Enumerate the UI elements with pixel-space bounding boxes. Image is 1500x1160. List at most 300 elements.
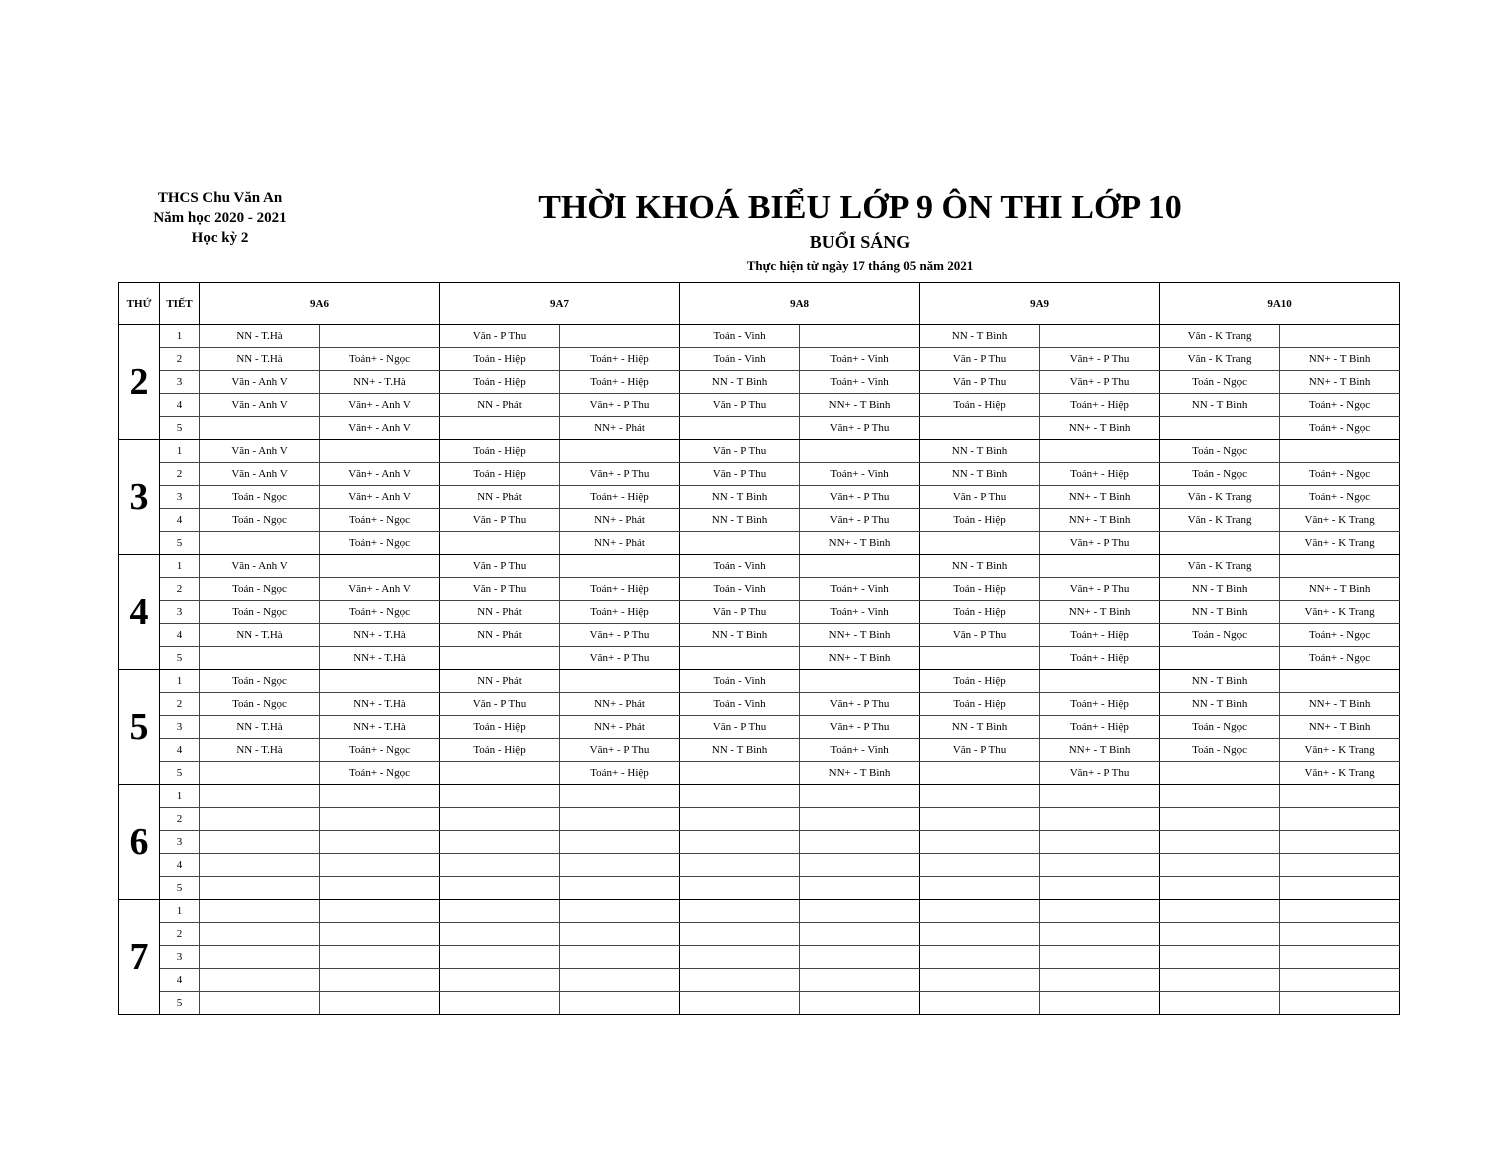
lesson-cell: Toán - Hiệp xyxy=(440,463,560,486)
lesson-cell: NN - T Bình xyxy=(920,463,1040,486)
lesson-cell xyxy=(1040,900,1160,923)
page-subtitle: BUỔI SÁNG xyxy=(809,232,911,252)
lesson-cell: Toán+ - Ngọc xyxy=(320,348,440,371)
lesson-cell: Toán+ - Hiệp xyxy=(1040,624,1160,647)
lesson-cell xyxy=(560,923,680,946)
day-label: 3 xyxy=(119,440,160,555)
lesson-cell: NN+ - Phát xyxy=(560,509,680,532)
lesson-cell xyxy=(440,900,560,923)
lesson-cell xyxy=(680,854,800,877)
lesson-cell xyxy=(680,647,800,670)
lesson-cell xyxy=(1040,325,1160,348)
lesson-cell xyxy=(1280,946,1400,969)
lesson-cell: Toán - Ngọc xyxy=(1160,624,1280,647)
day-label: 2 xyxy=(119,325,160,440)
table-row xyxy=(119,463,1400,486)
lesson-cell xyxy=(800,555,920,578)
lesson-cell: NN+ - T Bình xyxy=(800,394,920,417)
header-thu: THỨ xyxy=(119,283,160,325)
lesson-cell: NN+ - T Bình xyxy=(1040,509,1160,532)
lesson-cell: Văn - Anh V xyxy=(200,555,320,578)
period-number: 5 xyxy=(160,417,200,440)
lesson-cell: Toán - Ngọc xyxy=(200,578,320,601)
lesson-cell xyxy=(320,670,440,693)
table-row xyxy=(119,578,1400,601)
lesson-cell: Toán+ - Ngọc xyxy=(1280,417,1400,440)
lesson-cell xyxy=(800,785,920,808)
lesson-cell: Toán+ - Vinh xyxy=(800,739,920,762)
lesson-cell xyxy=(1280,808,1400,831)
lesson-cell: Toán - Ngọc xyxy=(1160,739,1280,762)
period-number: 4 xyxy=(160,854,200,877)
lesson-cell xyxy=(1280,923,1400,946)
lesson-cell: NN - Phát xyxy=(440,624,560,647)
lesson-cell: Văn+ - P Thu xyxy=(1040,762,1160,785)
lesson-cell xyxy=(1040,854,1160,877)
lesson-cell xyxy=(1160,762,1280,785)
lesson-cell xyxy=(320,808,440,831)
period-number: 2 xyxy=(160,693,200,716)
table-row xyxy=(119,716,1400,739)
lesson-cell: NN+ - Phát xyxy=(560,693,680,716)
lesson-cell xyxy=(1280,992,1400,1015)
table-row xyxy=(119,739,1400,762)
lesson-cell xyxy=(1280,325,1400,348)
lesson-cell: Toán - Ngọc xyxy=(200,670,320,693)
lesson-cell: Toán - Ngọc xyxy=(200,601,320,624)
lesson-cell xyxy=(1280,440,1400,463)
lesson-cell xyxy=(320,854,440,877)
table-row xyxy=(119,992,1400,1015)
lesson-cell xyxy=(1280,969,1400,992)
period-number: 2 xyxy=(160,808,200,831)
lesson-cell: NN - T Bình xyxy=(1160,394,1280,417)
period-number: 4 xyxy=(160,624,200,647)
lesson-cell: Văn - P Thu xyxy=(440,325,560,348)
lesson-cell: NN+ - T Bình xyxy=(1040,739,1160,762)
lesson-cell: Văn+ - K Trang xyxy=(1280,739,1400,762)
lesson-cell xyxy=(560,969,680,992)
period-number: 2 xyxy=(160,463,200,486)
lesson-cell xyxy=(320,992,440,1015)
lesson-cell xyxy=(1160,854,1280,877)
lesson-cell xyxy=(1040,831,1160,854)
lesson-cell xyxy=(920,946,1040,969)
lesson-cell: Văn - P Thu xyxy=(440,509,560,532)
lesson-cell xyxy=(440,532,560,555)
lesson-cell xyxy=(560,808,680,831)
lesson-cell: Toán+ - Ngọc xyxy=(320,532,440,555)
table-row xyxy=(119,486,1400,509)
lesson-cell xyxy=(440,647,560,670)
lesson-cell: Toán+ - Hiệp xyxy=(560,348,680,371)
lesson-cell xyxy=(920,532,1040,555)
table-row xyxy=(119,371,1400,394)
period-number: 3 xyxy=(160,371,200,394)
lesson-cell xyxy=(800,946,920,969)
lesson-cell xyxy=(200,808,320,831)
lesson-cell xyxy=(440,946,560,969)
lesson-cell: NN - T Bình xyxy=(1160,578,1280,601)
lesson-cell xyxy=(560,670,680,693)
day-label: 7 xyxy=(119,900,160,1015)
header-class-9a8: 9A8 xyxy=(680,283,920,325)
lesson-cell: NN+ - T.Hà xyxy=(320,624,440,647)
lesson-cell xyxy=(1160,831,1280,854)
lesson-cell xyxy=(1160,969,1280,992)
lesson-cell xyxy=(320,555,440,578)
lesson-cell xyxy=(680,992,800,1015)
lesson-cell: Toán - Vinh xyxy=(680,578,800,601)
lesson-cell: Toán - Hiệp xyxy=(440,371,560,394)
period-number: 1 xyxy=(160,785,200,808)
table-row xyxy=(119,532,1400,555)
lesson-cell: NN - T Bình xyxy=(1160,670,1280,693)
lesson-cell: Văn - P Thu xyxy=(680,716,800,739)
lesson-cell: Văn - Anh V xyxy=(200,394,320,417)
lesson-cell: Toán - Hiệp xyxy=(920,601,1040,624)
lesson-cell xyxy=(1160,532,1280,555)
lesson-cell xyxy=(680,762,800,785)
lesson-cell: NN - T Bình xyxy=(920,440,1040,463)
lesson-cell xyxy=(440,923,560,946)
lesson-cell xyxy=(1040,923,1160,946)
lesson-cell xyxy=(800,808,920,831)
lesson-cell xyxy=(200,992,320,1015)
lesson-cell xyxy=(680,900,800,923)
table-row xyxy=(119,417,1400,440)
period-number: 5 xyxy=(160,877,200,900)
period-number: 4 xyxy=(160,394,200,417)
lesson-cell: NN+ - T Bình xyxy=(1280,578,1400,601)
lesson-cell: Toán - Hiệp xyxy=(920,394,1040,417)
lesson-cell: Văn - K Trang xyxy=(1160,486,1280,509)
lesson-cell xyxy=(1160,900,1280,923)
table-row xyxy=(119,923,1400,946)
lesson-cell xyxy=(1280,831,1400,854)
lesson-cell xyxy=(320,900,440,923)
lesson-cell xyxy=(200,831,320,854)
table-row xyxy=(119,854,1400,877)
lesson-cell xyxy=(680,923,800,946)
lesson-cell xyxy=(560,854,680,877)
lesson-cell: Văn+ - K Trang xyxy=(1280,509,1400,532)
lesson-cell: Toán+ - Vinh xyxy=(800,463,920,486)
lesson-cell: NN+ - T Bình xyxy=(1280,371,1400,394)
lesson-cell: Toán+ - Ngọc xyxy=(1280,463,1400,486)
lesson-cell: Toán+ - Ngọc xyxy=(1280,486,1400,509)
lesson-cell: Toán+ - Hiệp xyxy=(560,371,680,394)
lesson-cell xyxy=(800,831,920,854)
lesson-cell xyxy=(440,417,560,440)
period-number: 4 xyxy=(160,509,200,532)
table-row xyxy=(119,647,1400,670)
lesson-cell: Văn+ - Anh V xyxy=(320,463,440,486)
lesson-cell xyxy=(1280,785,1400,808)
lesson-cell: Văn - P Thu xyxy=(680,463,800,486)
period-number: 2 xyxy=(160,578,200,601)
lesson-cell xyxy=(1040,440,1160,463)
lesson-cell: NN+ - T Bình xyxy=(1280,693,1400,716)
lesson-cell xyxy=(440,808,560,831)
period-number: 2 xyxy=(160,348,200,371)
lesson-cell: NN - T.Hà xyxy=(200,325,320,348)
table-row xyxy=(119,877,1400,900)
lesson-cell: NN+ - T.Hà xyxy=(320,716,440,739)
period-number: 1 xyxy=(160,555,200,578)
lesson-cell xyxy=(200,417,320,440)
header-class-9a7: 9A7 xyxy=(440,283,680,325)
period-number: 1 xyxy=(160,900,200,923)
lesson-cell: Văn - P Thu xyxy=(920,371,1040,394)
lesson-cell xyxy=(200,785,320,808)
lesson-cell xyxy=(440,969,560,992)
lesson-cell xyxy=(440,785,560,808)
lesson-cell: Toán+ - Hiệp xyxy=(1040,463,1160,486)
lesson-cell xyxy=(1040,969,1160,992)
lesson-cell: Văn+ - P Thu xyxy=(800,417,920,440)
lesson-cell: Toán - Hiệp xyxy=(920,693,1040,716)
lesson-cell xyxy=(800,325,920,348)
lesson-cell: NN - Phát xyxy=(440,394,560,417)
effective-date: Thực hiện từ ngày 17 tháng 05 năm 2021 xyxy=(746,258,974,273)
lesson-cell: Toán - Vinh xyxy=(680,555,800,578)
lesson-cell xyxy=(680,532,800,555)
lesson-cell: Toán - Hiệp xyxy=(920,509,1040,532)
period-number: 3 xyxy=(160,831,200,854)
lesson-cell: Toán+ - Hiệp xyxy=(1040,693,1160,716)
lesson-cell: Toán - Vinh xyxy=(680,325,800,348)
lesson-cell: Văn+ - K Trang xyxy=(1280,532,1400,555)
table-row xyxy=(119,946,1400,969)
lesson-cell xyxy=(800,923,920,946)
lesson-cell xyxy=(560,785,680,808)
lesson-cell xyxy=(1040,670,1160,693)
lesson-cell xyxy=(320,877,440,900)
lesson-cell: NN - T Bình xyxy=(680,739,800,762)
lesson-cell: NN+ - T Bình xyxy=(1280,716,1400,739)
table-row xyxy=(119,325,1400,348)
table-row xyxy=(119,440,1400,463)
lesson-cell: NN+ - T Bình xyxy=(1040,486,1160,509)
lesson-cell xyxy=(1160,946,1280,969)
lesson-cell xyxy=(1280,670,1400,693)
period-number: 5 xyxy=(160,762,200,785)
lesson-cell xyxy=(1160,992,1280,1015)
lesson-cell xyxy=(920,900,1040,923)
lesson-cell: Toán - Ngọc xyxy=(200,486,320,509)
period-number: 3 xyxy=(160,946,200,969)
lesson-cell: Toán - Vinh xyxy=(680,670,800,693)
lesson-cell: Văn - P Thu xyxy=(920,348,1040,371)
lesson-cell: NN+ - Phát xyxy=(560,417,680,440)
lesson-cell xyxy=(1160,877,1280,900)
lesson-cell: Văn+ - P Thu xyxy=(800,486,920,509)
lesson-cell: NN - T.Hà xyxy=(200,739,320,762)
school-year: Năm học 2020 - 2021 xyxy=(153,210,287,226)
period-number: 3 xyxy=(160,601,200,624)
table-row xyxy=(119,831,1400,854)
lesson-cell: Toán - Hiệp xyxy=(440,739,560,762)
lesson-cell: NN - T Bình xyxy=(920,325,1040,348)
lesson-cell xyxy=(560,946,680,969)
lesson-cell: Văn+ - P Thu xyxy=(1040,532,1160,555)
lesson-cell xyxy=(800,670,920,693)
lesson-cell: Văn+ - P Thu xyxy=(1040,371,1160,394)
period-number: 5 xyxy=(160,992,200,1015)
lesson-cell: NN - Phát xyxy=(440,670,560,693)
lesson-cell: Văn - P Thu xyxy=(440,555,560,578)
lesson-cell: Toán - Ngọc xyxy=(1160,440,1280,463)
lesson-cell xyxy=(1160,785,1280,808)
lesson-cell: Toán - Hiệp xyxy=(920,578,1040,601)
lesson-cell: Văn - P Thu xyxy=(440,693,560,716)
lesson-cell xyxy=(1040,946,1160,969)
lesson-cell: Toán+ - Vinh xyxy=(800,348,920,371)
school-name: THCS Chu Văn An xyxy=(157,190,283,206)
lesson-cell: NN+ - T Bình xyxy=(800,532,920,555)
lesson-cell: Toán+ - Ngọc xyxy=(1280,647,1400,670)
table-row xyxy=(119,785,1400,808)
lesson-cell: NN+ - Phát xyxy=(560,716,680,739)
header-class-9a6: 9A6 xyxy=(200,283,440,325)
lesson-cell: Văn+ - Anh V xyxy=(320,394,440,417)
period-number: 3 xyxy=(160,716,200,739)
lesson-cell: Văn - P Thu xyxy=(680,440,800,463)
lesson-cell: Văn - P Thu xyxy=(440,578,560,601)
lesson-cell: Văn+ - P Thu xyxy=(800,693,920,716)
lesson-cell: NN+ - T Bình xyxy=(800,647,920,670)
lesson-cell xyxy=(200,969,320,992)
lesson-cell: Toán+ - Vinh xyxy=(800,371,920,394)
lesson-cell: Toán+ - Ngọc xyxy=(320,762,440,785)
table-row xyxy=(119,509,1400,532)
lesson-cell xyxy=(680,831,800,854)
lesson-cell: Toán+ - Hiệp xyxy=(560,578,680,601)
lesson-cell: Văn+ - P Thu xyxy=(560,394,680,417)
lesson-cell: NN - T.Hà xyxy=(200,348,320,371)
lesson-cell xyxy=(800,854,920,877)
lesson-cell: NN - T Bình xyxy=(1160,601,1280,624)
lesson-cell: Văn - Anh V xyxy=(200,440,320,463)
lesson-cell xyxy=(1040,785,1160,808)
lesson-cell xyxy=(200,900,320,923)
lesson-cell: Văn - K Trang xyxy=(1160,509,1280,532)
lesson-cell xyxy=(560,877,680,900)
lesson-cell: Văn+ - P Thu xyxy=(560,624,680,647)
lesson-cell xyxy=(440,992,560,1015)
lesson-cell xyxy=(1160,647,1280,670)
lesson-cell: Văn - Anh V xyxy=(200,463,320,486)
table-row xyxy=(119,969,1400,992)
lesson-cell xyxy=(920,969,1040,992)
lesson-cell xyxy=(320,325,440,348)
lesson-cell: Toán - Hiệp xyxy=(440,440,560,463)
lesson-cell: Văn - K Trang xyxy=(1160,555,1280,578)
lesson-cell xyxy=(1040,877,1160,900)
table-row xyxy=(119,624,1400,647)
period-number: 1 xyxy=(160,440,200,463)
table-row xyxy=(119,693,1400,716)
lesson-cell: Văn+ - P Thu xyxy=(1040,348,1160,371)
lesson-cell: Văn - P Thu xyxy=(920,739,1040,762)
lesson-cell: Toán - Hiệp xyxy=(920,670,1040,693)
lesson-cell xyxy=(560,325,680,348)
lesson-cell xyxy=(200,946,320,969)
lesson-cell: Văn - K Trang xyxy=(1160,325,1280,348)
lesson-cell xyxy=(680,417,800,440)
lesson-cell: Toán+ - Ngọc xyxy=(320,601,440,624)
lesson-cell xyxy=(920,923,1040,946)
lesson-cell xyxy=(200,877,320,900)
lesson-cell: Văn+ - Anh V xyxy=(320,578,440,601)
lesson-cell xyxy=(920,808,1040,831)
lesson-cell xyxy=(920,992,1040,1015)
period-number: 5 xyxy=(160,647,200,670)
header-class-9a9: 9A9 xyxy=(920,283,1160,325)
lesson-cell: Toán - Ngọc xyxy=(1160,371,1280,394)
lesson-cell: Toán - Ngọc xyxy=(200,509,320,532)
lesson-cell: NN+ - T Bình xyxy=(800,762,920,785)
lesson-cell xyxy=(200,923,320,946)
lesson-cell xyxy=(800,969,920,992)
lesson-cell xyxy=(440,831,560,854)
lesson-cell xyxy=(320,440,440,463)
header-tiet: TIẾT xyxy=(160,283,200,325)
lesson-cell: Toán+ - Vinh xyxy=(800,578,920,601)
lesson-cell: NN+ - T Bình xyxy=(1040,417,1160,440)
lesson-cell xyxy=(920,647,1040,670)
lesson-cell xyxy=(320,785,440,808)
period-number: 2 xyxy=(160,923,200,946)
lesson-cell xyxy=(920,877,1040,900)
lesson-cell xyxy=(800,440,920,463)
lesson-cell: Văn+ - P Thu xyxy=(560,739,680,762)
lesson-cell xyxy=(920,785,1040,808)
period-number: 1 xyxy=(160,670,200,693)
lesson-cell xyxy=(680,877,800,900)
lesson-cell xyxy=(1040,555,1160,578)
school-info xyxy=(120,188,320,248)
lesson-cell xyxy=(320,831,440,854)
header-class-9a10: 9A10 xyxy=(1160,283,1400,325)
lesson-cell: NN+ - T.Hà xyxy=(320,371,440,394)
lesson-cell xyxy=(680,946,800,969)
lesson-cell xyxy=(560,831,680,854)
lesson-cell xyxy=(440,877,560,900)
lesson-cell: NN - T Bình xyxy=(680,624,800,647)
lesson-cell: Văn+ - K Trang xyxy=(1280,762,1400,785)
lesson-cell: Toán+ - Ngọc xyxy=(1280,624,1400,647)
lesson-cell xyxy=(800,877,920,900)
timetable xyxy=(118,282,1400,1015)
lesson-cell: Toán+ - Hiệp xyxy=(1040,394,1160,417)
lesson-cell xyxy=(200,647,320,670)
lesson-cell: Văn - P Thu xyxy=(920,486,1040,509)
lesson-cell: Văn+ - P Thu xyxy=(1040,578,1160,601)
lesson-cell: Toán - Hiệp xyxy=(440,716,560,739)
lesson-cell xyxy=(920,762,1040,785)
semester: Học kỳ 2 xyxy=(191,230,249,246)
lesson-cell: NN+ - T.Hà xyxy=(320,693,440,716)
table-row xyxy=(119,900,1400,923)
day-label: 5 xyxy=(119,670,160,785)
lesson-cell: NN+ - T Bình xyxy=(1280,348,1400,371)
lesson-cell: Toán+ - Hiệp xyxy=(560,601,680,624)
lesson-cell xyxy=(1280,555,1400,578)
period-number: 4 xyxy=(160,969,200,992)
lesson-cell: Toán - Hiệp xyxy=(440,348,560,371)
